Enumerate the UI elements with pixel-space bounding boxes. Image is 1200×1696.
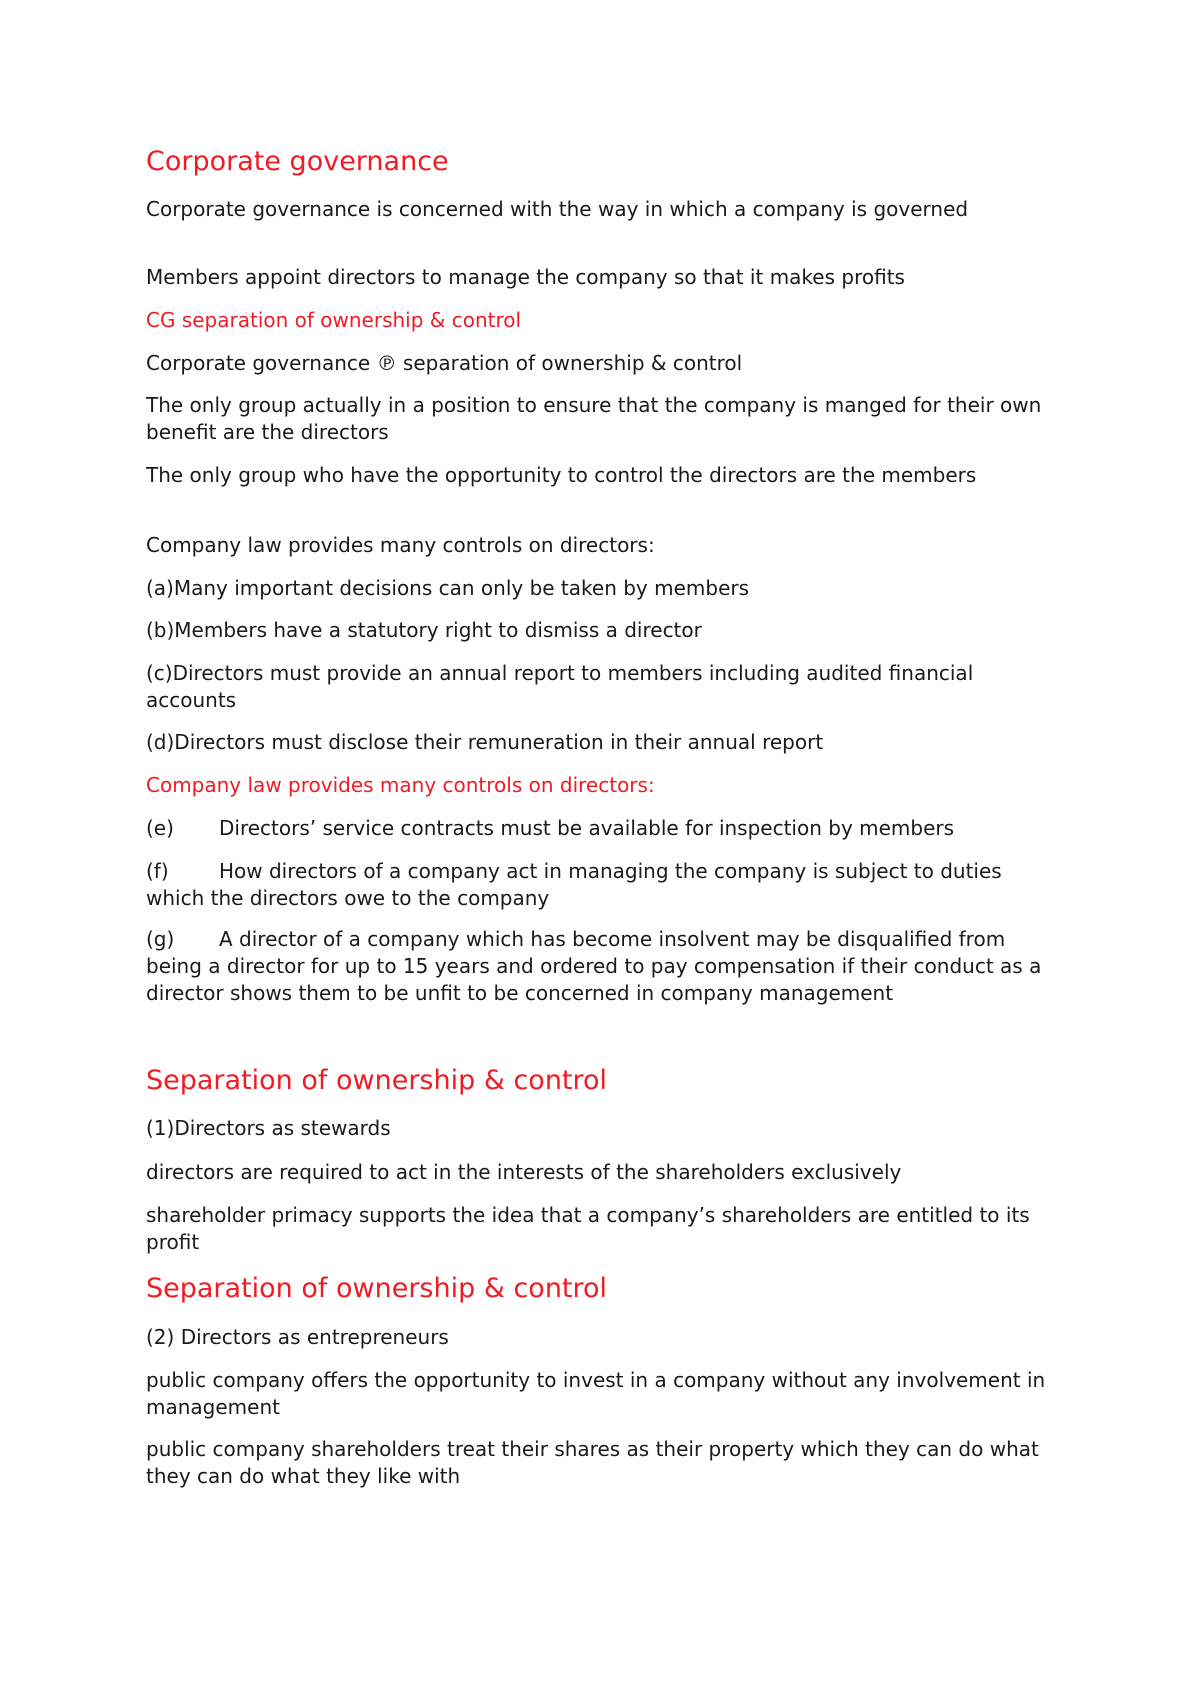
list-item-text: How directors of a company act in managing the company is subject to duties which the directors owe to the company: [146, 859, 1002, 910]
list-item: [146, 858, 1066, 912]
list-item: (c)Directors must provide an annual report to members including audited financial accounts: [146, 661, 974, 712]
list-item-text: A director of a company which has become insolvent may be disqualified from being a director for up to 15 years and ordered to pay compensation if their conduct as a director shows them to be unfit to be concerned in company management: [146, 927, 1042, 1005]
subheading-company-law-controls: Company law provides many controls on directors:: [146, 773, 655, 797]
list-item-text: Directors’ service contracts must be available for inspection by members: [219, 816, 955, 840]
paragraph: directors are required to act in the interests of the shareholders exclusively: [146, 1160, 902, 1184]
list-item: (d)Directors must disclose their remuneration in their annual report: [146, 730, 824, 754]
paragraph: [146, 350, 1066, 377]
paragraph: The only group actually in a position to ensure that the company is manged for their own benefit are the directors: [146, 393, 1042, 444]
list-item-label: (e): [146, 816, 174, 840]
paragraph: Company law provides many controls on directors:: [146, 533, 655, 557]
list-item-label: (f): [146, 859, 169, 883]
heading-corporate-governance: Corporate governance: [146, 146, 449, 177]
heading-separation-ownership-control-2: Separation of ownership & control: [146, 1273, 608, 1304]
paragraph: public company offers the opportunity to invest in a company without any involvement in management: [146, 1368, 1046, 1419]
list-item: (a)Many important decisions can only be taken by members: [146, 576, 750, 600]
list-item: [146, 815, 1066, 842]
paragraph: Members appoint directors to manage the company so that it makes profits: [146, 265, 905, 289]
paragraph: (2) Directors as entrepreneurs: [146, 1325, 449, 1349]
list-item: (b)Members have a statutory right to dismiss a director: [146, 618, 702, 642]
paragraph: shareholder primacy supports the idea that a company’s shareholders are entitled to its profit: [146, 1203, 1030, 1254]
paragraph: public company shareholders treat their shares as their property which they can do what they can do what they like with: [146, 1437, 1039, 1488]
heading-separation-ownership-control: Separation of ownership & control: [146, 1065, 608, 1096]
paragraph-text: Corporate governance: [146, 351, 371, 375]
sound-recording-copyright-symbol: ℗: [376, 351, 397, 375]
paragraph: Corporate governance is concerned with the way in which a company is governed: [146, 197, 969, 221]
subheading-cg-separation: CG separation of ownership & control: [146, 308, 522, 332]
list-item: [146, 926, 1066, 1007]
paragraph: The only group who have the opportunity to control the directors are the members: [146, 463, 977, 487]
paragraph: (1)Directors as stewards: [146, 1116, 391, 1140]
list-item-label: (g): [146, 927, 175, 951]
paragraph-text: separation of ownership & control: [402, 351, 743, 375]
